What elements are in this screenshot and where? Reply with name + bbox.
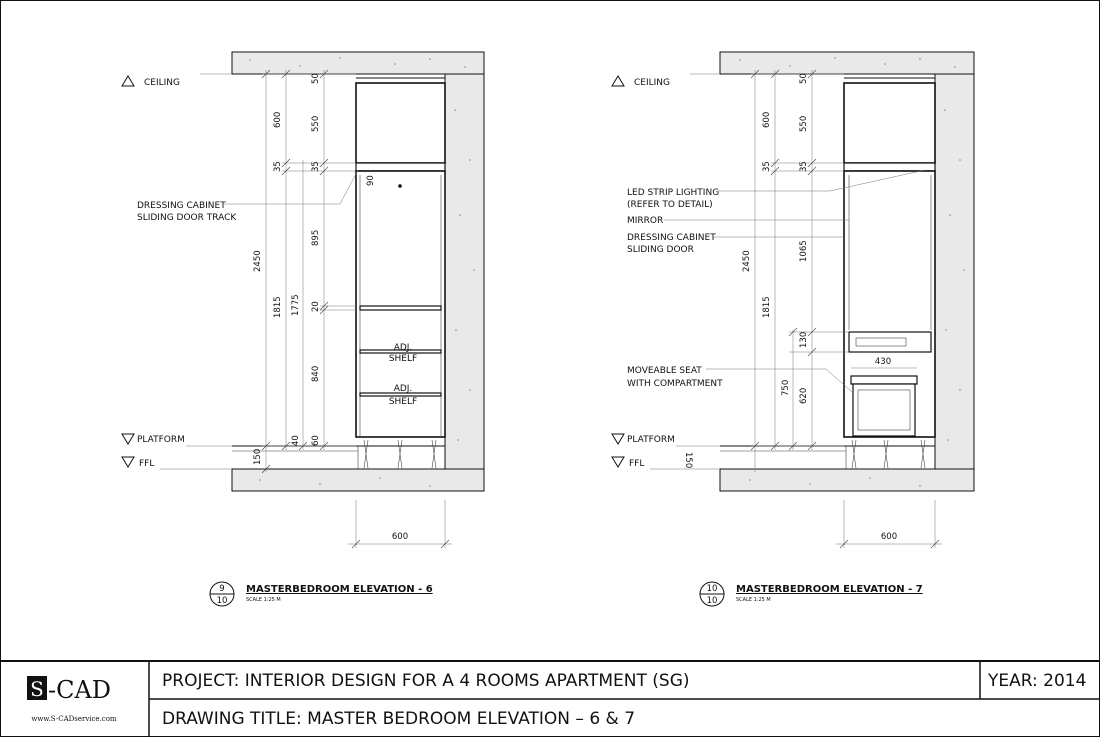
elevation-7 bbox=[612, 52, 974, 606]
fixed-shelf bbox=[360, 306, 441, 310]
ffl-level-marker bbox=[122, 457, 134, 467]
dim-840: 840 bbox=[311, 365, 321, 382]
upper-cabinet bbox=[356, 83, 445, 163]
scale-label: SCALE 1:25 M bbox=[246, 597, 281, 603]
upper-cabinet bbox=[844, 83, 935, 163]
callout-mirror: MIRROR bbox=[627, 216, 664, 226]
dim-35: 35 bbox=[762, 161, 772, 172]
plinth-legs bbox=[852, 440, 925, 468]
logo-url: www.S-CADservice.com bbox=[31, 715, 117, 723]
dim-130: 130 bbox=[799, 331, 809, 348]
dim-1065: 1065 bbox=[799, 240, 809, 262]
callout-track-leader bbox=[222, 170, 358, 204]
ceiling-level-marker bbox=[612, 76, 624, 86]
dim-width-600: 600 bbox=[880, 532, 898, 542]
dim-600: 600 bbox=[273, 111, 283, 128]
dim-620: 620 bbox=[799, 387, 809, 404]
elevation-title: MASTERBEDROOM ELEVATION - 6 bbox=[246, 584, 433, 595]
dim-2450: 2450 bbox=[742, 250, 752, 272]
platform-level-marker bbox=[122, 434, 134, 444]
logo-text: -CAD bbox=[48, 676, 112, 704]
dim-60: 60 bbox=[311, 435, 321, 446]
dim-40: 40 bbox=[291, 435, 301, 446]
dim-150: 150 bbox=[253, 448, 263, 465]
dim-35: 35 bbox=[273, 161, 283, 172]
title-block bbox=[0, 661, 1100, 737]
logo-letter: S bbox=[30, 677, 44, 701]
dim-430: 430 bbox=[874, 357, 892, 367]
dim-1815: 1815 bbox=[762, 296, 772, 318]
dim-895: 895 bbox=[311, 229, 321, 246]
dim-35: 35 bbox=[799, 161, 809, 172]
ceiling-slab bbox=[232, 52, 484, 74]
callout-seat-line1: MOVEABLE SEAT bbox=[627, 366, 702, 376]
callout-led-line1: LED STRIP LIGHTING bbox=[627, 188, 720, 198]
ffl-label: FFL bbox=[139, 459, 155, 469]
callout-seat-leader bbox=[706, 369, 852, 392]
ceiling-label: CEILING bbox=[144, 78, 180, 88]
ref-top: 9 bbox=[219, 584, 225, 594]
drawing-title: DRAWING TITLE: MASTER BEDROOM ELEVATION – 6 & 7 bbox=[162, 709, 636, 729]
dim-750: 750 bbox=[781, 379, 791, 396]
callout-led-line2: (REFER TO DETAIL) bbox=[627, 200, 713, 210]
rail-hanger bbox=[398, 184, 402, 188]
dim-550: 550 bbox=[799, 115, 809, 132]
vanity-drawer bbox=[849, 332, 931, 352]
ffl-label: FFL bbox=[629, 459, 645, 469]
dim-50: 50 bbox=[799, 73, 809, 84]
callout-door-line1: DRESSING CABINET bbox=[627, 233, 716, 243]
ref-top: 10 bbox=[706, 584, 718, 594]
dim-2450: 2450 bbox=[253, 250, 263, 272]
elevation-title: MASTERBEDROOM ELEVATION - 7 bbox=[736, 584, 923, 595]
dim-1815: 1815 bbox=[273, 296, 283, 318]
adj-shelf-label-1b: SHELF bbox=[388, 354, 418, 364]
dimension-lines bbox=[262, 70, 356, 473]
dim-150: 150 bbox=[683, 452, 693, 469]
platform-level-marker bbox=[612, 434, 624, 444]
project-title: PROJECT: INTERIOR DESIGN FOR A 4 ROOMS APARTMENT (SG) bbox=[162, 671, 690, 691]
dim-90: 90 bbox=[366, 175, 376, 186]
floor-slab bbox=[720, 469, 974, 491]
dim-1775: 1775 bbox=[291, 294, 301, 316]
ref-bottom: 10 bbox=[706, 596, 718, 606]
callout-seat-line2: WITH COMPARTMENT bbox=[627, 379, 723, 389]
right-wall bbox=[445, 74, 484, 472]
floor-slab bbox=[232, 469, 484, 491]
ref-bottom: 10 bbox=[216, 596, 228, 606]
scale-label: SCALE 1:25 M bbox=[736, 597, 771, 603]
platform-label: PLATFORM bbox=[137, 435, 185, 445]
ceiling-level-marker bbox=[122, 76, 134, 86]
dim-600: 600 bbox=[762, 111, 772, 128]
plinth-legs bbox=[364, 440, 436, 468]
adj-shelf-label-1a: ADJ. bbox=[393, 343, 413, 353]
dim-35: 35 bbox=[311, 161, 321, 172]
dim-width-600: 600 bbox=[391, 532, 409, 542]
elevation-6 bbox=[122, 52, 484, 606]
adj-shelf-label-2a: ADJ. bbox=[393, 384, 413, 394]
callout-track-line1: DRESSING CABINET bbox=[137, 201, 226, 211]
year-label: YEAR: 2014 bbox=[988, 671, 1087, 691]
dim-550: 550 bbox=[311, 115, 321, 132]
sliding-door-track bbox=[844, 163, 935, 171]
callout-door-line2: SLIDING DOOR bbox=[627, 245, 694, 255]
seat-cushion bbox=[851, 376, 917, 384]
dim-20: 20 bbox=[311, 301, 321, 312]
seat-compartment bbox=[853, 384, 915, 436]
sliding-door-track bbox=[356, 163, 445, 171]
callout-track-line2: SLIDING DOOR TRACK bbox=[137, 213, 237, 223]
adj-shelf-label-2b: SHELF bbox=[388, 397, 418, 407]
right-wall bbox=[935, 74, 974, 472]
platform-label: PLATFORM bbox=[627, 435, 675, 445]
ceiling-label: CEILING bbox=[634, 78, 670, 88]
dim-50: 50 bbox=[311, 73, 321, 84]
ffl-level-marker bbox=[612, 457, 624, 467]
